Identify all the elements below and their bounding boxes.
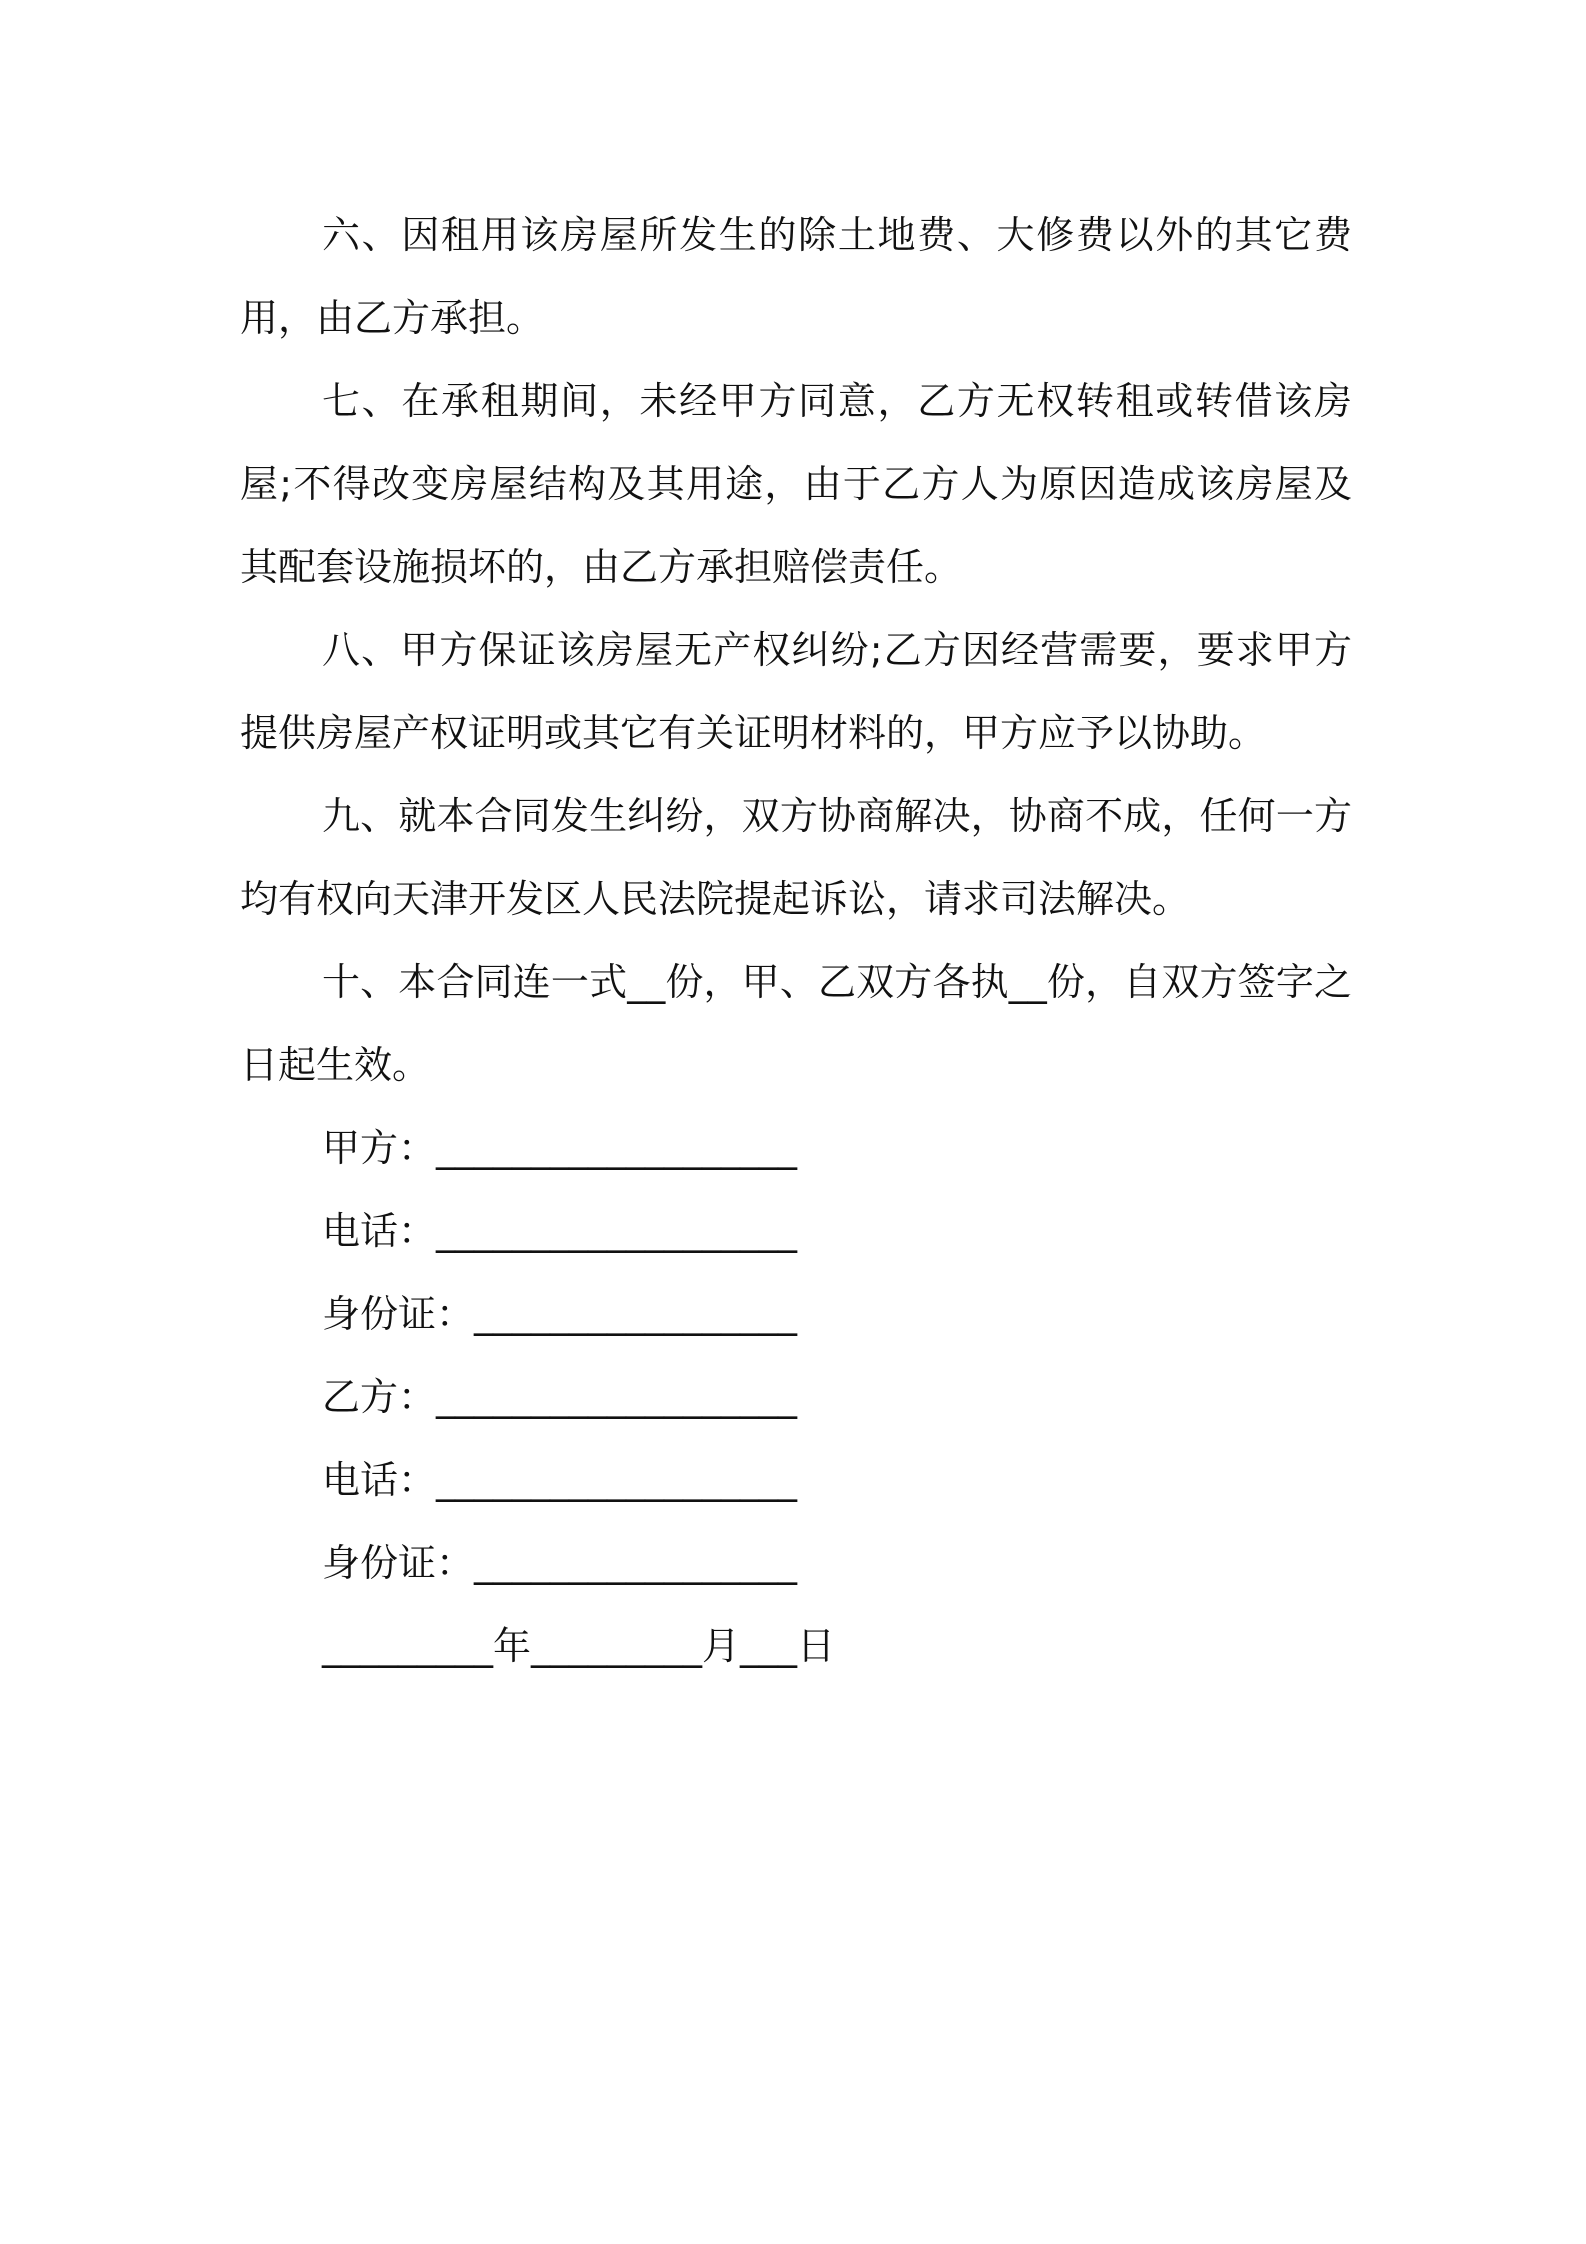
clause-eight: 八、甲方保证该房屋无产权纠纷;乙方因经营需要，要求甲方提供房屋产权证明或其它有关证明材料的，甲方应予以协助。	[240, 628, 1352, 755]
clause-six: 六、因租用该房屋所发生的除土地费、大修费以外的其它费用，由乙方承担。	[240, 213, 1352, 340]
party-b-id-line: 身份证：_________________	[322, 1541, 798, 1585]
contract-page	[240, 194, 1352, 1688]
signature-block	[240, 1107, 1352, 1688]
party-b-line: 乙方：___________________	[322, 1375, 798, 1419]
party-a-line: 甲方：___________________	[322, 1126, 798, 1170]
date-line: _________年_________月___日	[322, 1624, 836, 1668]
party-a-phone-line: 电话：___________________	[322, 1209, 798, 1253]
clause-ten: 十、本合同连一式__份，甲、乙双方各执__份，自双方签字之日起生效。	[240, 960, 1352, 1087]
party-b-phone-line: 电话：___________________	[322, 1458, 798, 1502]
party-a-id-line: 身份证：_________________	[322, 1292, 798, 1336]
clause-nine: 九、就本合同发生纠纷，双方协商解决，协商不成，任何一方均有权向天津开发区人民法院提起诉讼，请求司法解决。	[240, 794, 1352, 921]
clause-seven: 七、在承租期间，未经甲方同意，乙方无权转租或转借该房屋;不得改变房屋结构及其用途，由于乙方人为原因造成该房屋及其配套设施损坏的，由乙方承担赔偿责任。	[240, 379, 1352, 589]
